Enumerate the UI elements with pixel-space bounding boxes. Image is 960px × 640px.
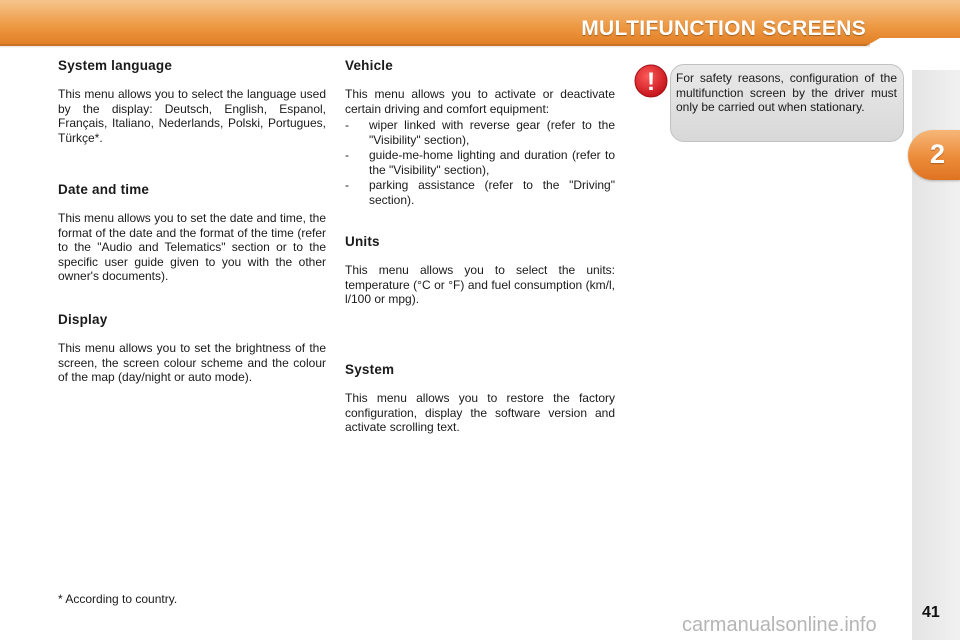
section-body: This menu allows you to set the brightness of the screen, the screen colour scheme and the colour of the map (day/night or auto mode). bbox=[58, 341, 326, 384]
list-item-text: guide-me-home lighting and duration (refer to the "Visibility" section), bbox=[369, 148, 615, 177]
exclamation-icon bbox=[634, 64, 668, 98]
section-heading: Vehicle bbox=[345, 58, 393, 73]
section-body: This menu allows you to select the units: temperature (°C or °F) and fuel consumption (km/l, l/100 or mpg). bbox=[345, 263, 615, 306]
section-body: This menu allows you to activate or deactivate certain driving and comfort equipment: bbox=[345, 87, 615, 116]
header-shadow bbox=[0, 44, 870, 48]
safety-warning-text: For safety reasons, configuration of the multifunction screen by the driver must only be carried out when stationary. bbox=[676, 71, 897, 114]
section-system bbox=[345, 362, 615, 435]
vehicle-equipment-list bbox=[345, 118, 615, 207]
chapter-number: 2 bbox=[930, 139, 946, 169]
page-number: 41 bbox=[922, 604, 940, 621]
section-body: This menu allows you to set the date and time, the format of the date and the format of the time (refer to the "Audio and Telematics" section or to the specific user guide given to you with the other owner's documents). bbox=[58, 211, 326, 283]
section-body: This menu allows you to select the language used by the display: Deutsch, English, Espanol, Français, Italiano, Nederlands, Polski, Portugues, Türkçe*. bbox=[58, 87, 326, 145]
section-vehicle bbox=[345, 58, 615, 208]
section-heading: Display bbox=[58, 312, 108, 327]
chapter-tab bbox=[908, 130, 960, 180]
section-system-language bbox=[58, 58, 326, 145]
section-units bbox=[345, 234, 615, 307]
section-body: This menu allows you to restore the factory configuration, display the software version and activate scrolling text. bbox=[345, 391, 615, 434]
section-heading: Units bbox=[345, 234, 380, 249]
list-item bbox=[345, 178, 615, 207]
page-title: MULTIFUNCTION SCREENS bbox=[581, 17, 866, 40]
watermark: carmanualsonline.info bbox=[682, 614, 877, 636]
section-heading: System bbox=[345, 362, 395, 377]
section-heading: Date and time bbox=[58, 182, 150, 197]
footnote: * According to country. bbox=[58, 592, 178, 606]
exclamation-glyph: ! bbox=[646, 68, 656, 96]
list-item-text: parking assistance (refer to the "Driving" section). bbox=[369, 178, 615, 207]
section-date-and-time bbox=[58, 182, 326, 284]
section-display bbox=[58, 312, 326, 385]
list-dash: - bbox=[345, 118, 349, 132]
list-dash: - bbox=[345, 148, 349, 162]
list-item bbox=[345, 118, 615, 147]
list-dash: - bbox=[345, 178, 349, 192]
list-item bbox=[345, 148, 615, 177]
list-item-text: wiper linked with reverse gear (refer to the "Visibility" section), bbox=[369, 118, 615, 147]
section-heading: System language bbox=[58, 58, 173, 73]
